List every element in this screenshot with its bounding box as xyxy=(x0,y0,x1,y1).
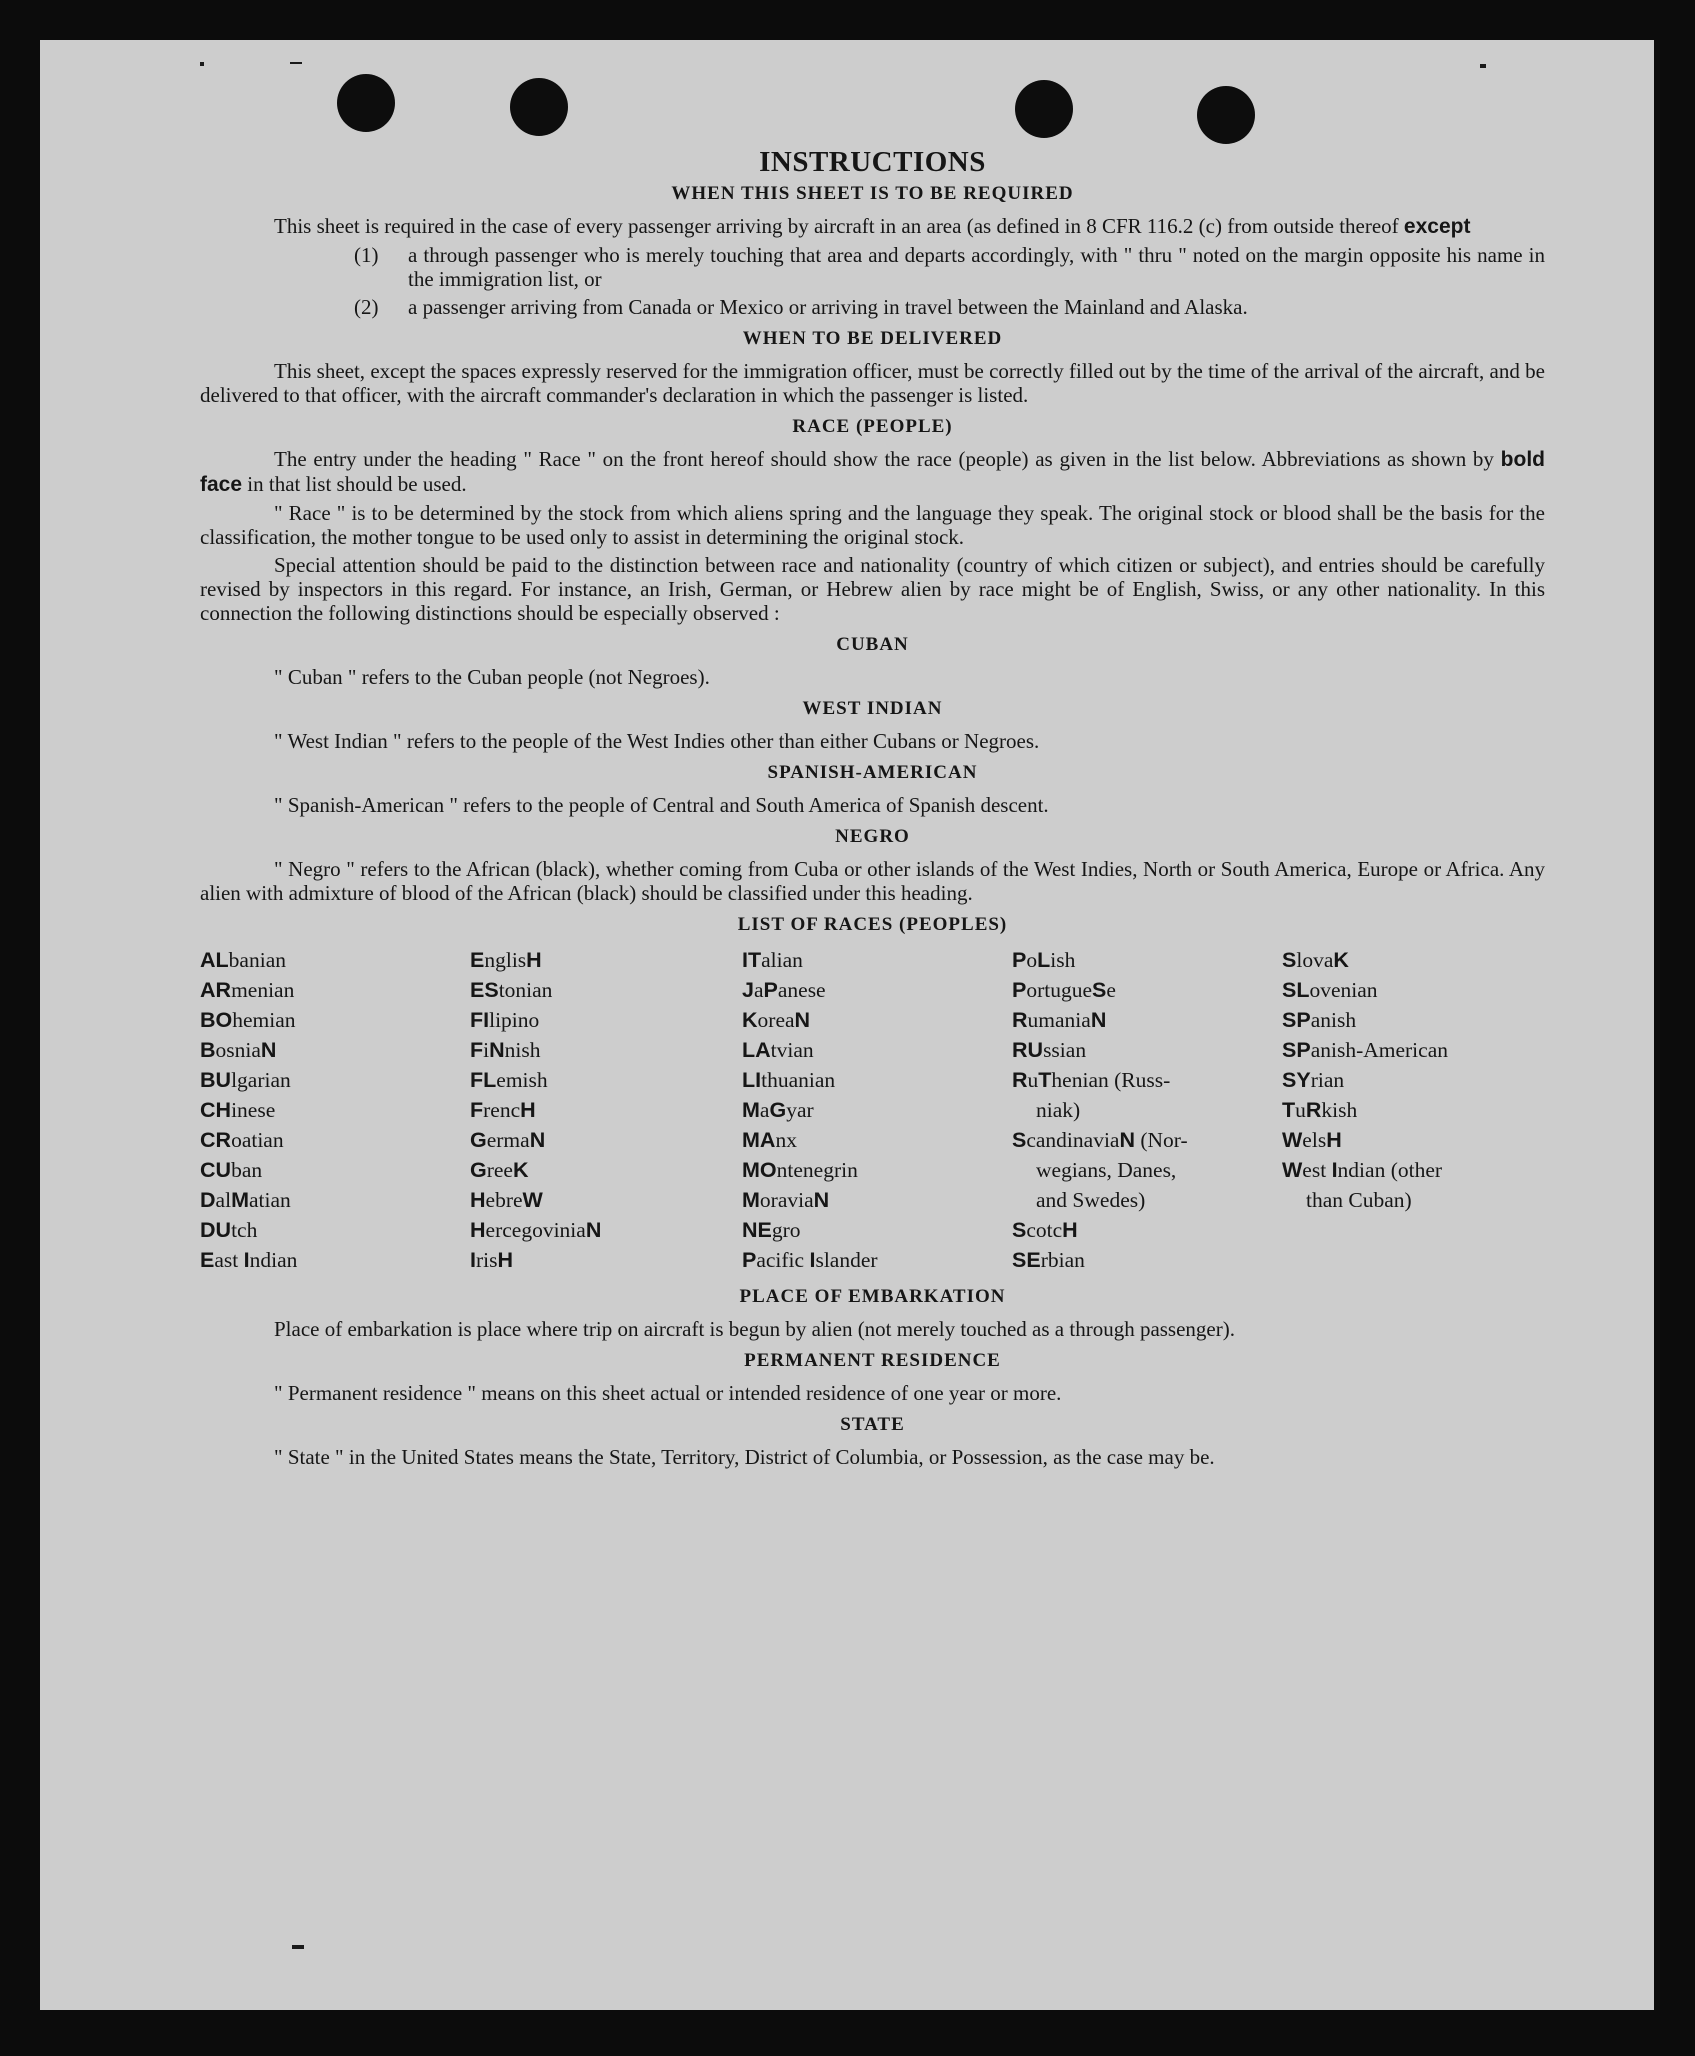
race-entry: ITalian xyxy=(742,948,803,972)
negro-text: " Negro " refers to the African (black), whether coming from Cuba or other islands of the West Indies, North or South America, Europe or Africa. Any alien with admixture of blood of the African (black) should be classified under this heading. xyxy=(200,857,1545,905)
races-list xyxy=(200,945,1545,1275)
scan-mark xyxy=(290,62,302,64)
race-entry: BOhemian xyxy=(200,1008,296,1032)
punch-hole xyxy=(1197,86,1255,144)
cuban-text: " Cuban " refers to the Cuban people (not Negroes). xyxy=(274,665,710,689)
punch-hole xyxy=(1015,80,1073,138)
exception-item: (1) a through passenger who is merely touching that area and departs accordingly, with " thru " noted on the margin opposite his name in the immigration list, or xyxy=(354,243,1545,291)
race-entry: CUban xyxy=(200,1158,263,1182)
race-entry: SLovenian xyxy=(1282,978,1378,1002)
race-entry: Pacific Islander xyxy=(742,1248,878,1272)
race-entry: RuThenian (Russ- xyxy=(1012,1068,1171,1092)
state-text: " State " in the United States means the State, Territory, District of Columbia, or Possession, as the case may be. xyxy=(274,1445,1215,1469)
race-entry: PoLish xyxy=(1012,948,1076,972)
race-entry: than Cuban) xyxy=(1306,1188,1412,1212)
race-entry: FrencH xyxy=(470,1098,536,1122)
race-paragraph: The entry under the heading " Race " on the front hereof should show the race (people) as given in the list below. Abbreviations as shown by bold face in that list should be used. xyxy=(200,447,1545,496)
race-entry: and Swedes) xyxy=(1036,1188,1146,1212)
race-entry: BosniaN xyxy=(200,1038,277,1062)
section-heading-race: RACE (PEOPLE) xyxy=(792,416,953,437)
race-entry: CHinese xyxy=(200,1098,276,1122)
permanent-residence-text: " Permanent residence " means on this sheet actual or intended residence of one year or more. xyxy=(274,1381,1062,1405)
race-entry: SPanish-American xyxy=(1282,1038,1448,1062)
page-title: INSTRUCTIONS xyxy=(759,146,986,178)
section-heading-list-of-races: LIST OF RACES (PEOPLES) xyxy=(737,914,1008,935)
section-heading-when-required: WHEN THIS SHEET IS TO BE REQUIRED xyxy=(671,183,1074,204)
race-entry: HebreW xyxy=(470,1188,543,1212)
section-heading-permanent-residence: PERMANENT RESIDENCE xyxy=(744,1350,1001,1371)
race-entry: GermaN xyxy=(470,1128,546,1152)
race-entry: KoreaN xyxy=(742,1008,811,1032)
race-entry: FiNnish xyxy=(470,1038,541,1062)
when-delivered-text: This sheet, except the spaces expressly reserved for the immigration officer, must be correctly filled out by the time of the arrival of the aircraft, and be delivered to that officer, with the aircraft commander's declaration in which the passenger is listed. xyxy=(200,359,1545,407)
race-entry: wegians, Danes, xyxy=(1036,1158,1177,1182)
when-required-text: This sheet is required in the case of every passenger arriving by aircraft in an area (as defined in 8 CFR 116.2 (c) from outside thereof except xyxy=(274,214,1471,238)
race-entry: NEgro xyxy=(742,1218,801,1242)
race-entry: CRoatian xyxy=(200,1128,284,1152)
race-entry: LAtvian xyxy=(742,1038,814,1062)
race-entry: ARmenian xyxy=(200,978,295,1002)
race-entry: West Indian (other xyxy=(1282,1158,1443,1182)
spanish-american-text: " Spanish-American " refers to the people of Central and South America of Spanish descent. xyxy=(274,793,1049,817)
race-entry: PortugueSe xyxy=(1012,978,1116,1002)
race-entry: FLemish xyxy=(470,1068,548,1092)
race-entry: BUlgarian xyxy=(200,1068,291,1092)
punch-hole xyxy=(510,78,568,136)
document-page xyxy=(40,40,1654,2010)
race-entry: RUssian xyxy=(1012,1038,1087,1062)
race-entry-empty xyxy=(1282,1245,1545,1275)
race-entry: EStonian xyxy=(470,978,553,1002)
race-paragraph: " Race " is to be determined by the stock from which aliens spring and the language they speak. The original stock or blood shall be the basis for the classification, the mother tongue to be used only to assist in determining the original stock. xyxy=(200,501,1545,549)
section-heading-when-delivered: WHEN TO BE DELIVERED xyxy=(742,328,1003,349)
instructions-content xyxy=(200,146,1545,1473)
west-indian-text: " West Indian " refers to the people of the West Indies other than either Cubans or Negroes. xyxy=(274,729,1040,753)
race-entry: WelsH xyxy=(1282,1128,1342,1152)
race-entry: MAnx xyxy=(742,1128,797,1152)
scan-mark xyxy=(200,62,204,66)
section-heading-embarkation: PLACE OF EMBARKATION xyxy=(739,1286,1006,1307)
scan-mark xyxy=(1480,64,1486,68)
race-entry-empty xyxy=(1282,1215,1545,1245)
race-entry: SErbian xyxy=(1012,1248,1085,1272)
race-entry: SlovaK xyxy=(1282,948,1349,972)
race-entry: FIlipino xyxy=(470,1008,540,1032)
race-paragraph: Special attention should be paid to the distinction between race and nationality (country of which citizen or subject), and entries should be carefully revised by inspectors in this regard. For instance, an Irish, German, or Hebrew alien by race might be of English, Swiss, or any other nationality. In this connection the following distinctions should be especially observed : xyxy=(200,553,1545,625)
race-entry: JaPanese xyxy=(742,978,826,1002)
race-entry: DalMatian xyxy=(200,1188,291,1212)
race-entry: DUtch xyxy=(200,1218,258,1242)
race-entry: LIthuanian xyxy=(742,1068,836,1092)
race-entry: MOntenegrin xyxy=(742,1158,858,1182)
race-entry: MoraviaN xyxy=(742,1188,830,1212)
section-heading-west-indian: WEST INDIAN xyxy=(802,698,943,719)
race-entry: RumaniaN xyxy=(1012,1008,1107,1032)
race-entry: HercegoviniaN xyxy=(470,1218,602,1242)
race-entry: niak) xyxy=(1036,1098,1081,1122)
race-entry: MaGyar xyxy=(742,1098,814,1122)
race-entry: TuRkish xyxy=(1282,1098,1358,1122)
race-entry: IrisH xyxy=(470,1248,514,1272)
race-entry: ALbanian xyxy=(200,948,286,972)
section-heading-spanish-american: SPANISH-AMERICAN xyxy=(767,762,978,783)
race-entry: EnglisH xyxy=(470,948,542,972)
race-entry: East Indian xyxy=(200,1248,298,1272)
race-entry: SPanish xyxy=(1282,1008,1357,1032)
section-heading-cuban: CUBAN xyxy=(836,634,909,655)
exception-item: (2) a passenger arriving from Canada or Mexico or arriving in travel between the Mainland and Alaska. xyxy=(354,295,1248,319)
race-entry: SYrian xyxy=(1282,1068,1345,1092)
race-entry: ScotcH xyxy=(1012,1218,1078,1242)
race-entry: ScandinaviaN (Nor- xyxy=(1012,1128,1188,1152)
punch-hole xyxy=(337,74,395,132)
scan-mark xyxy=(292,1945,304,1949)
race-entry: GreeK xyxy=(470,1158,529,1182)
section-heading-state: STATE xyxy=(840,1414,905,1435)
embarkation-text: Place of embarkation is place where trip on aircraft is begun by alien (not merely touched as a through passenger). xyxy=(274,1317,1235,1341)
section-heading-negro: NEGRO xyxy=(835,826,910,847)
